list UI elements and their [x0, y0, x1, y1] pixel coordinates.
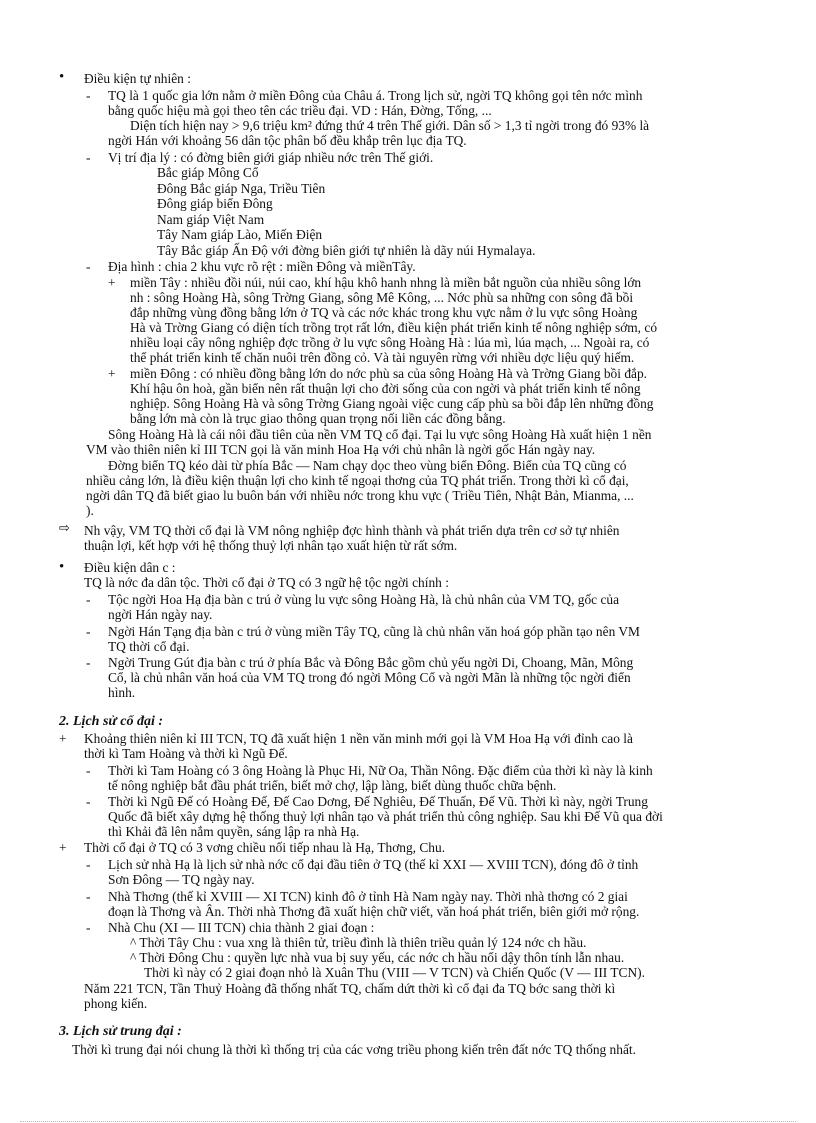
geo-position-line: Vị trí địa lý : có đờng biên giới giáp nhiều nớc trên Thế giới.	[108, 150, 434, 165]
west-line: đắp những vùng đồng bằng lớn ở TQ và các nớc khác trong khu vực nằm ở lu vực sông Hoàng	[130, 305, 638, 320]
history-line: Năm 221 TCN, Tần Thuỷ Hoàng đã thống nhất TQ, chấm dứt thời kì cổ đại đa TQ bớc sang thời kì	[84, 981, 616, 996]
dash-marker: -	[86, 624, 91, 639]
border-item: Bắc giáp Mông Cổ	[157, 165, 259, 180]
west-line: miền Tây : nhiều đồi núi, núi cao, khí hậu khô hanh nhng là miền bắt nguồn của nhiều sông lớn	[130, 275, 642, 290]
history-line: đoạn là Thơng và Ân. Thời nhà Thơng đã xuất hiện chữ viết, văn hoá phát triển, biên giới mở rộng.	[108, 904, 640, 919]
history-line: Lịch sử nhà Hạ là lịch sử nhà nớc cổ đại đầu tiên ở TQ (thế kỉ XXI — XVIII TCN), đóng đô ở tỉnh	[108, 857, 639, 872]
natural-conditions-heading: Điều kiện tự nhiên :	[84, 71, 191, 86]
history-line: Thời cổ đại ở TQ có 3 vơng chiều nối tiếp nhau là Hạ, Thơng, Chu.	[84, 840, 446, 855]
border-item: Tây Bắc giáp Ấn Độ với đờng biên giới tự nhiên là dãy núi Hymalaya.	[157, 243, 536, 258]
history-line: Thời kì trung đại nói chung là thời kì thống trị của các vơng triều phong kiến trên đất nớc TQ thống nhất.	[72, 1042, 636, 1057]
dash-marker: -	[86, 88, 91, 103]
history-line: ^ Thời Tây Chu : vua xng là thiên tử, triều đình là thiên triều quản lý 124 nớc ch hầu.	[130, 935, 587, 950]
paragraph-line: ngời Hán với khoảng 56 dân tộc phân bố đều khắp trên lục địa TQ.	[108, 133, 467, 148]
history-line: thời kì Tam Hoàng và thời kì Ngũ Đế.	[84, 746, 288, 761]
dash-marker: -	[86, 920, 91, 935]
coast-line: ngời dân TQ đã biết giao lu buôn bán với nhiều nớc trong khu vực ( Triều Tiên, Nhật Bản, Mianma, ...	[86, 488, 634, 503]
arrow-icon: ⇨	[59, 521, 70, 536]
ethnic-line: Tộc ngời Hoa Hạ địa bàn c trú ở vùng lu vực sông Hoàng Hà, là chủ nhân của VM TQ, gốc của	[108, 592, 620, 607]
history-line: tế nông nghiệp bắt đầu phát triển, biết mở chợ, lập làng, biết dùng thuốc chữa bệnh.	[108, 778, 557, 793]
history-line: ^ Thời Đông Chu : quyền lực nhà vua bị suy yếu, các nớc ch hầu nổi dậy thôn tính lẫn nhau.	[130, 950, 625, 965]
conclusion-line: thuận lợi, kết hợp với hệ thống thuỷ lợi nhân tạo xuất hiện từ rất sớm.	[84, 538, 458, 553]
ethnic-line: Ngời Trung Gút địa bàn c trú ở phía Bắc và Đông Bắc gồm chủ yếu ngời Di, Choang, Mãn, Mông	[108, 655, 634, 670]
coast-line: Đờng biển TQ kéo dài từ phía Bắc — Nam chạy dọc theo vùng biển Đông. Biển của TQ cũng có	[108, 458, 627, 473]
border-item: Nam giáp Việt Nam	[157, 212, 265, 227]
dash-marker: -	[86, 150, 91, 165]
coast-line: nhiều cảng lớn, là điều kiện thuận lợi cho kinh tế ngoại thơng của TQ phát triển. Trong thời kì cổ đại,	[86, 473, 629, 488]
ancient-history-heading: 2. Lịch sử cổ đại :	[59, 714, 164, 729]
history-line: Khoảng thiên niên kỉ III TCN, TQ đã xuất hiện 1 nền văn minh mới gọi là VM Hoa Hạ với đỉnh cao là	[84, 731, 633, 746]
bullet-marker: •	[59, 69, 65, 85]
ethnic-line: Cổ, là chủ nhân văn hoá của VM TQ trong đó ngời Mông Cổ và ngời Mãn là những tộc ngời điển	[108, 670, 631, 685]
ethnic-line: Ngời Hán Tạng địa bàn c trú ở vùng miền Tây TQ, cũng là chủ nhân văn hoá góp phần tạo nên VM	[108, 624, 640, 639]
history-line: Quốc đã biết xây dựng hệ thống thuỷ lợi nhân tạo và phát triển thủ công nghiệp. Sau khi Đế Vũ qua đời	[108, 809, 663, 824]
east-line: nghiệp. Sông Hoàng Hà và sông Trờng Giang ngoài việc cung cấp phù sa bồi đắp lên những đồng	[130, 396, 654, 411]
east-line: Khí hậu ôn hoà, gần biển nên rất thuận lợi cho đời sống của con ngời và phát triển kinh tế nông	[130, 381, 641, 396]
history-line: Nhà Thơng (thế kỉ XVIII — XI TCN) kinh đô ở tỉnh Hà Nam ngày nay. Thời nhà thơng có 2 giai	[108, 889, 628, 904]
history-line: phong kiến.	[84, 996, 148, 1011]
river-line: VM vào thiên niên kỉ III TCN gọi là văn minh Hoa Hạ với chủ nhân là ngời gốc Hán ngày nay.	[86, 442, 596, 457]
paragraph-line: TQ là 1 quốc gia lớn nằm ở miền Đông của Châu á. Trong lịch sử, ngời TQ không gọi tên nớc mình	[108, 88, 643, 103]
history-line: thì Khải đã lên nắm quyền, sáng lập ra nhà Hạ.	[108, 824, 360, 839]
border-item: Đông giáp biển Đông	[157, 196, 273, 211]
paragraph-line: bằng quốc hiệu mà gọi theo tên các triều đại. VD : Hán, Đờng, Tống, ...	[108, 103, 492, 118]
plus-marker: +	[59, 731, 67, 746]
ethnic-line: TQ thời cổ đại.	[108, 639, 190, 654]
history-line: Thời kì Tam Hoàng có 3 ông Hoàng là Phục Hi, Nữ Oa, Thần Nông. Đặc điểm của thời kì này là kinh	[108, 763, 653, 778]
west-line: nh : sông Hoàng Hà, sông Trờng Giang, sông Mê Kông, ... Nớc phù sa những con sông đã bồi	[130, 290, 634, 305]
page-bottom-rule	[20, 1121, 796, 1122]
river-line: Sông Hoàng Hà là cái nôi đầu tiên của nền VM TQ cổ đại. Tại lu vực sông Hoàng Hà xuất hiện 1 nền	[108, 427, 652, 442]
plus-marker: +	[108, 366, 116, 381]
population-heading: Điều kiện dân c :	[84, 560, 176, 575]
terrain-line: Địa hình : chia 2 khu vực rõ rệt : miền Đông và miềnTây.	[108, 259, 416, 274]
dash-marker: -	[86, 794, 91, 809]
medieval-history-heading: 3. Lịch sử trung đại :	[59, 1024, 182, 1039]
west-line: Hà và Trờng Giang có diện tích trồng trọt rất lớn, điều kiện phát triển kinh tế nông nghiệp sớm, có	[130, 320, 658, 335]
history-line: Thời kì này có 2 giai đoạn nhỏ là Xuân Thu (VIII — V TCN) và Chiến Quốc (V — III TCN).	[144, 965, 645, 980]
west-line: thể phát triển kinh tế chăn nuôi trên đồng cỏ. Và tài nguyên rừng với nhiều dợc liệu quý hiếm.	[130, 350, 635, 365]
border-item: Đông Bắc giáp Nga, Triều Tiên	[157, 181, 326, 196]
ethnic-line: ngời Hán ngày nay.	[108, 607, 213, 622]
dash-marker: -	[86, 889, 91, 904]
dash-marker: -	[86, 259, 91, 274]
coast-line: ).	[86, 503, 94, 518]
dash-marker: -	[86, 655, 91, 670]
east-line: bằng lớn mà còn là trục giao thông quan trọng nối liền các đồng bằng.	[130, 411, 506, 426]
plus-marker: +	[108, 275, 116, 290]
history-line: Sơn Đông — TQ ngày nay.	[108, 872, 255, 887]
east-line: miền Đông : có nhiều đồng bằng lớn do nớc phù sa của sông Hoàng Hà và Trờng Giang bồi đắp.	[130, 366, 647, 381]
plus-marker: +	[59, 840, 67, 855]
dash-marker: -	[86, 857, 91, 872]
bullet-marker: •	[59, 559, 65, 575]
paragraph-line: Diện tích hiện nay > 9,6 triệu km² đứng thứ 4 trên Thế giới. Dân số > 1,3 tỉ ngời trong đó 93% là	[130, 118, 650, 133]
history-line: Nhà Chu (XI — III TCN) chia thành 2 giai đoạn :	[108, 920, 375, 935]
population-intro: TQ là nớc đa dân tộc. Thời cổ đại ở TQ có 3 ngữ hệ tộc ngời chính :	[84, 575, 449, 590]
west-line: nhiều loại cây nông nghiệp đợc trồng ở lu vực sông Hoàng Hà : lúa mì, lúa mạch, ... Ngoài ra, có	[130, 335, 650, 350]
dash-marker: -	[86, 763, 91, 778]
dash-marker: -	[86, 592, 91, 607]
border-item: Tây Nam giáp Lào, Miến Điện	[157, 227, 323, 242]
history-line: Thời kì Ngũ Đế có Hoàng Đế, Đế Cao Dơng, Đế Nghiêu, Đế Thuấn, Đế Vũ. Thời kì này, ngời Trung	[108, 794, 648, 809]
ethnic-line: hình.	[108, 685, 136, 700]
conclusion-line: Nh vậy, VM TQ thời cổ đại là VM nông nghiệp đợc hình thành và phát triển dựa trên cơ sở tự nhiên	[84, 523, 620, 538]
